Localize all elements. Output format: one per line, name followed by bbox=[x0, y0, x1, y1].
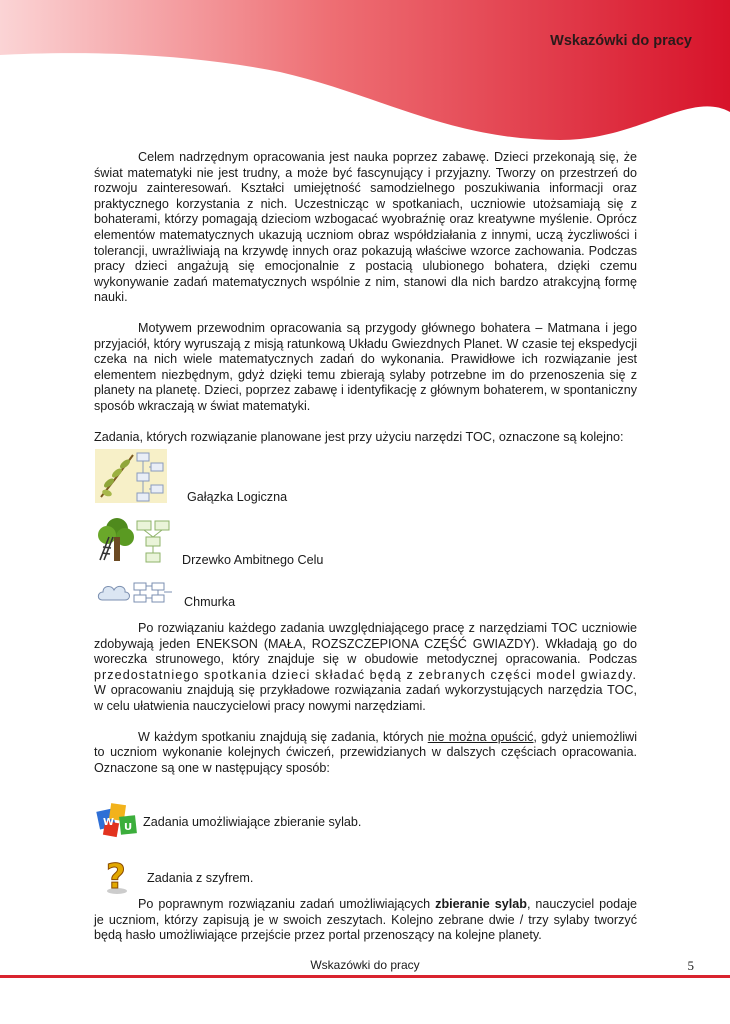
footer-title: Wskazówki do pracy bbox=[310, 958, 420, 972]
mandatory-tasks-paragraph bbox=[94, 730, 637, 777]
tool-label-cloud: Chmurka bbox=[184, 595, 236, 609]
enekson-text-1: Po rozwiązaniu każdego zadania uwzględniającego pracę z narzędziami TOC uczniowie zdobywają jeden ENEKSON (MAŁA, ROZSZCZEPIONA CZĘŚĆ GWIAZDY). Wkładają go do woreczka strunowego, który znajduje się w obudowie metodycznej opracowania. Podczas bbox=[94, 621, 637, 667]
intro-paragraph-2: Motywem przewodnim opracowania są przygody głównego bohatera – Matmana i jego przyjaciół, który wyruszają z misją ratunkową Układu Gwiezdnych Planet. W czasie tej ekspedycji czeka na nich wiele matematycznych zadań do wykonania. Prawidłowe ich rozwiązanie jest elementem niezbędnym, gdyż dzięki temu zbierają sylaby potrzebne im do przenoszenia się z planety na planetę. Dzieci, poprzez zabawę i identyfikację z głównym bohaterem, w spontaniczny sposób wkraczają w świat matematyki. bbox=[94, 320, 637, 413]
header-title: Wskazówki do pracy bbox=[550, 33, 692, 49]
intro-paragraph-1: Celem nadrzędnym opracowania jest nauka poprzez zabawę. Dzieci przekonają się, że świat matematyki nie jest trudny, a może być fascynujący i przyjazny. Tworzy on przestrzeń do rozwoju zainteresowań. Kształci umiejętność samodzielnego poszukiwania informacji oraz praktycznego korzystania z nich. Uczestnicząc w spotkaniach, uczniowie utożsamiają się z bohaterami, którzy pomagają dzieciom wzbogacać wyobraźnię oraz kreatywne myślenie. Oprócz elementów matematycznych ukazują uczniom obraz współdziałania z innymi, uczą życzliwości i tolerancji, uwrażliwiają na krzywdę innych oraz pokazują właściwe wzorce zachowania. Podczas pracy dzieci angażują się emocjonalnie z postacią ulubionego bohatera, dzięki czemu wykonywanie zadań matematycznych wspólnie z nim, stanowi dla nich bardzo atrakcyjną formę nauki. bbox=[94, 150, 637, 305]
syllable-paragraph bbox=[94, 897, 637, 944]
svg-text:W: W bbox=[103, 817, 115, 828]
goal-tree-icon bbox=[95, 515, 173, 565]
enekson-text-3: W opracowaniu znajdują się przykładowe rozwiązania zadań wykorzystujących narzędzia TOC, w celu ułatwienia nauczycielowi pracy nowymi narzędziami. bbox=[94, 683, 637, 713]
tool-label-goal-tree: Drzewko Ambitnego Celu bbox=[182, 553, 324, 567]
logic-branch-icon bbox=[95, 449, 167, 503]
tool-label-logic-branch: Gałązka Logiczna bbox=[187, 490, 288, 504]
syllable-section bbox=[94, 897, 637, 944]
question-mark-icon bbox=[102, 855, 132, 895]
intro-paragraph-3: Zadania, których rozwiązanie planowane jest przy użyciu narzędzi TOC, oznaczone są kolejno: bbox=[94, 429, 624, 444]
syllable-bold: zbieranie sylab bbox=[435, 897, 527, 911]
footer-divider bbox=[0, 975, 730, 978]
syllable-text-1: Po poprawnym rozwiązaniu zadań umożliwiających bbox=[138, 897, 436, 911]
mandatory-text-1: W każdym spotkaniu znajdują się zadania, których bbox=[138, 729, 428, 744]
svg-text:U: U bbox=[124, 822, 133, 833]
page-number: 5 bbox=[687, 958, 694, 973]
enekson-text-2: przedostatniego spotkania dzieci składać będą z zebranych części model gwiazdy. bbox=[94, 667, 637, 682]
mandatory-underlined: nie można opuścić, bbox=[427, 729, 537, 744]
syllable-text-2: , nauczyciel podaje je uczniom, którzy zapisują je w swoich zeszytach. Kolejno zebrane dwie / trzy sylaby tworzyć będą hasło umożliwiające przejście przez portal przenoszący na kolejne planety. bbox=[94, 897, 637, 943]
cloud-icon bbox=[97, 580, 179, 606]
header-banner bbox=[0, 0, 730, 150]
svg-text:?: ? bbox=[106, 857, 126, 895]
intro-section bbox=[94, 150, 637, 445]
body-section bbox=[94, 621, 637, 776]
syllable-blocks-icon bbox=[96, 800, 140, 840]
marker-label-syllables: Zadania umożliwiające zbieranie sylab. bbox=[143, 815, 362, 829]
marker-label-cipher: Zadania z szyfrem. bbox=[147, 871, 254, 885]
mandatory-text-2: gdyż uniemożliwi to uczniom wykonanie kolejnych ćwiczeń, przewidzianych w dalszych częściach opracowania. Oznaczone są one w następujący sposób: bbox=[94, 729, 637, 775]
enekson-paragraph bbox=[94, 621, 637, 715]
